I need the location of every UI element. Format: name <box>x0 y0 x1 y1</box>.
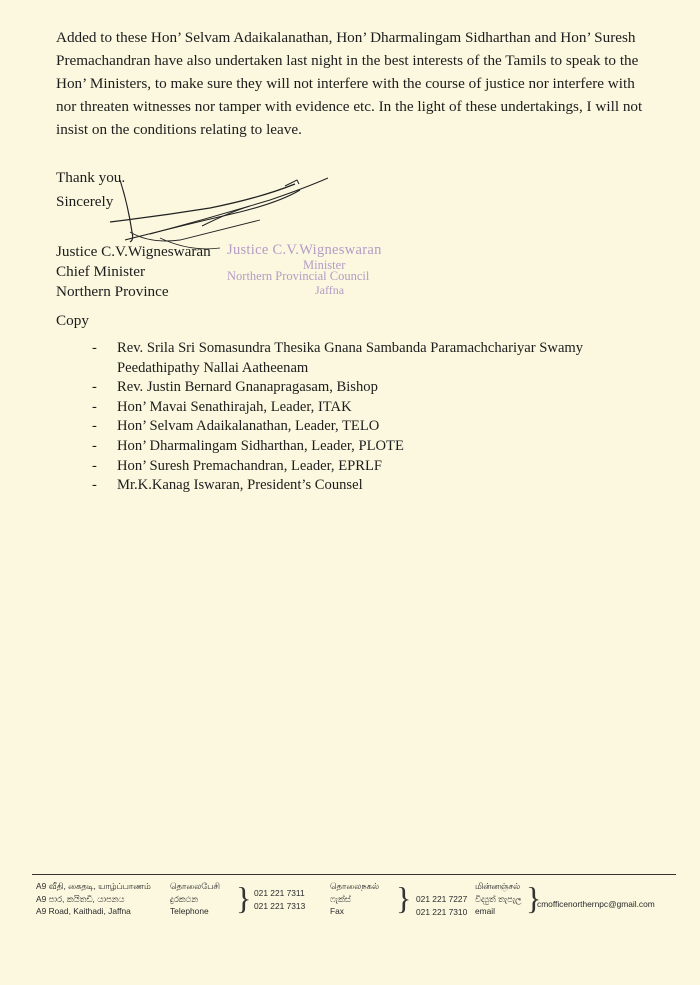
list-item: - Rev. Justin Bernard Gnanapragasam, Bishop <box>92 378 612 398</box>
footer-brace: } <box>526 880 542 916</box>
copy-list <box>92 339 612 496</box>
list-dash: - <box>92 457 97 474</box>
list-item: - Hon’ Selvam Adaikalanathan, Leader, TELO <box>92 417 612 437</box>
footer-email-label: மின்னஞ்சல் විද්‍යුත් තැපැල email <box>475 881 522 916</box>
footer-brace: } <box>396 880 412 916</box>
stamp-council: Northern Provincial Council <box>227 269 370 283</box>
footer-telephone-numbers: 021 221 7311 021 221 7313 <box>254 888 306 911</box>
footer-email[interactable]: cmofficenorthernpc@gmail.com <box>537 899 655 909</box>
list-item: - Hon’ Dharmalingam Sidharthan, Leader, PLOTE <box>92 437 612 457</box>
sign-off: Sincerely <box>56 193 114 210</box>
signatory-title: Chief Minister <box>56 263 146 280</box>
list-dash: - <box>92 477 97 494</box>
stamp-city: Jaffna <box>315 283 345 297</box>
list-item: - Mr.K.Kanag Iswaran, President’s Counsel <box>92 476 612 496</box>
copy-label: Copy <box>56 312 89 329</box>
list-item: - Rev. Srila Sri Somasundra Thesika Gnana Sambanda Paramachchariyar Swamy Peedathipathy Nallai Aatheenam <box>92 340 584 376</box>
letterhead-footer <box>30 880 680 930</box>
stamp-name: Justice C.V.Wigneswaran <box>227 242 382 258</box>
list-item: - Hon’ Mavai Senathirajah, Leader, ITAK <box>92 398 612 418</box>
footer-fax-numbers: 021 221 7227 021 221 7310 <box>416 894 468 917</box>
list-dash: - <box>92 340 97 356</box>
list-dash: - <box>92 418 97 435</box>
signature-block <box>56 242 211 302</box>
letter-body <box>56 26 656 141</box>
list-dash: - <box>92 398 97 415</box>
official-stamp <box>225 240 425 302</box>
list-item: - Hon’ Suresh Premachandran, Leader, EPRLF <box>92 457 612 477</box>
signatory-region: Northern Province <box>56 283 169 300</box>
footer-address: A9 வீதி, கைதடி, யாழ்ப்பாணம் A9 පාර, කයිතඩි, යාපනය A9 Road, Kaithadi, Jaffna <box>36 881 151 916</box>
list-dash: - <box>92 437 97 454</box>
footer-divider <box>32 874 676 875</box>
stamp-title: Minister <box>303 258 346 272</box>
body-paragraph: Added to these Hon’ Selvam Adaikalanathan, Hon’ Dharmalingam Sidharthan and Hon’ Suresh Premachandran have also undertaken last night in the best interests of the Tamils to speak to the Hon’ Ministers, to make sure they will not interfere with the course of justice nor interfere with nor threaten witnesses nor tamper with evidence etc. In the light of these undertakings, I will not insist on the conditions relating to leave. <box>56 29 643 138</box>
signatory-name: Justice C.V.Wigneswaran <box>56 243 211 260</box>
footer-telephone-label: தொலைபேசி දුරකථන Telephone <box>170 881 220 916</box>
list-dash: - <box>92 379 97 396</box>
footer-fax-label: தொலைநகல் ෆැක්ස් Fax <box>330 881 379 916</box>
footer-brace: } <box>236 880 252 916</box>
thanks-line: Thank you. <box>56 169 126 186</box>
